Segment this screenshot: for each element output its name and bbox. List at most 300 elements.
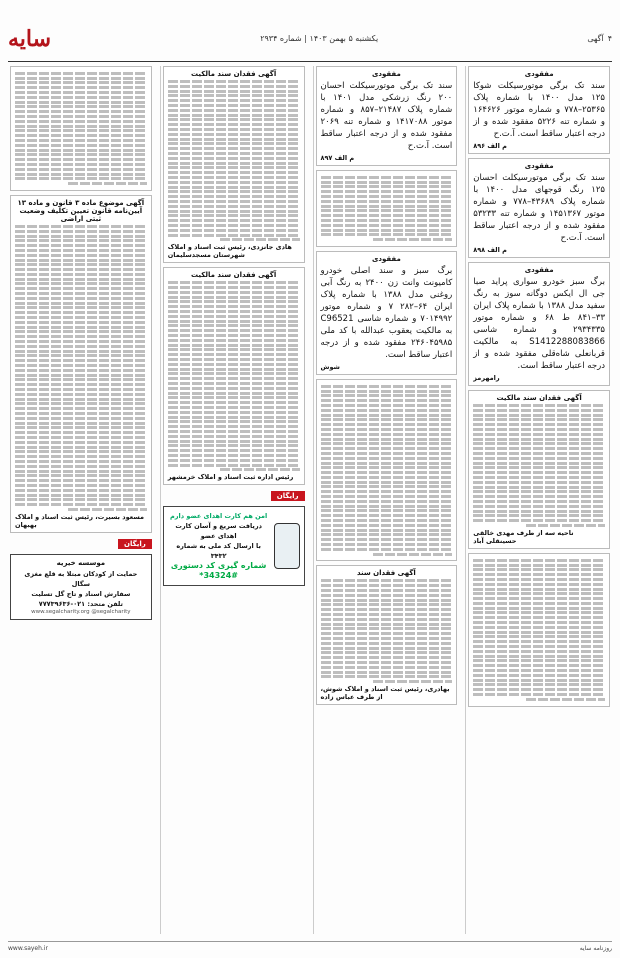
text-line bbox=[321, 548, 453, 551]
text-line bbox=[168, 334, 300, 337]
text-line bbox=[321, 589, 453, 592]
text-line bbox=[321, 509, 453, 512]
text-line bbox=[15, 273, 147, 276]
text-line bbox=[168, 85, 300, 88]
legal-notice bbox=[316, 565, 458, 705]
text-line bbox=[168, 166, 300, 169]
notice-text-block bbox=[15, 72, 147, 185]
text-line bbox=[473, 645, 605, 648]
column-2 bbox=[313, 66, 460, 934]
text-line bbox=[321, 190, 453, 193]
text-line bbox=[321, 471, 453, 474]
notice-title: آگهی فقدان سند مالکیت bbox=[191, 70, 277, 78]
notice-title: آگهی موضوع ماده ۳ قانون و ماده ۱۳ آیین‌نامه قانون تعیین تکلیف وضعیت ثبتی اراضی bbox=[17, 198, 145, 223]
text-line bbox=[15, 311, 147, 314]
text-line bbox=[15, 354, 147, 357]
campaign-line-4: شماره گیری کد دستوری #34324* bbox=[170, 561, 267, 581]
text-line bbox=[15, 153, 147, 156]
text-line bbox=[15, 402, 147, 405]
ad-title: مفقودی bbox=[371, 70, 401, 78]
text-line bbox=[15, 407, 147, 410]
free-tag: رایگان bbox=[271, 491, 305, 501]
text-line bbox=[15, 465, 147, 468]
text-line bbox=[168, 416, 300, 419]
text-line bbox=[473, 683, 605, 686]
text-line bbox=[321, 599, 453, 602]
text-line bbox=[321, 481, 453, 484]
ad-title: مفقودی bbox=[524, 70, 554, 78]
text-line bbox=[473, 452, 605, 455]
text-line bbox=[321, 529, 453, 532]
text-line bbox=[321, 632, 453, 635]
text-line bbox=[168, 190, 300, 193]
text-line bbox=[15, 144, 147, 147]
text-line bbox=[15, 168, 147, 171]
notice-text-block bbox=[321, 385, 453, 556]
text-line bbox=[321, 608, 453, 611]
text-line bbox=[321, 390, 453, 393]
text-line bbox=[473, 674, 605, 677]
ad-signature: رامهرمز bbox=[473, 374, 500, 382]
text-line bbox=[168, 296, 300, 299]
text-line bbox=[168, 320, 300, 323]
text-line bbox=[15, 134, 147, 137]
text-line bbox=[168, 171, 300, 174]
text-line bbox=[473, 597, 605, 600]
text-line bbox=[473, 664, 605, 667]
notice-text-block bbox=[15, 225, 147, 511]
columns bbox=[8, 66, 612, 934]
text-line bbox=[473, 457, 605, 460]
text-line bbox=[321, 485, 453, 488]
text-line bbox=[15, 302, 147, 305]
text-line bbox=[168, 444, 300, 447]
text-line bbox=[321, 647, 453, 650]
text-line bbox=[168, 300, 300, 303]
notice-text-block bbox=[168, 80, 300, 241]
text-line bbox=[168, 315, 300, 318]
text-line bbox=[321, 414, 453, 417]
text-line bbox=[15, 345, 147, 348]
text-line bbox=[15, 225, 147, 228]
text-line bbox=[15, 297, 147, 300]
text-line bbox=[15, 120, 147, 123]
text-line bbox=[473, 495, 605, 498]
text-line bbox=[168, 377, 300, 380]
text-line bbox=[321, 442, 453, 445]
text-line bbox=[373, 238, 452, 241]
text-line bbox=[473, 510, 605, 513]
text-line bbox=[473, 442, 605, 445]
notice-text-block bbox=[473, 404, 605, 527]
text-line bbox=[15, 287, 147, 290]
text-line bbox=[168, 205, 300, 208]
text-line bbox=[15, 268, 147, 271]
text-line bbox=[473, 607, 605, 610]
text-line bbox=[168, 234, 300, 237]
text-line bbox=[473, 462, 605, 465]
text-line bbox=[168, 358, 300, 361]
text-line bbox=[15, 369, 147, 372]
text-line bbox=[168, 329, 300, 332]
text-line bbox=[15, 101, 147, 104]
ad-body: سند تک برگی موتورسیکلت شوکا ۱۲۵ مدل ۱۴۰۰ با شماره پلاک ۲۵۳۶۵–۷۷۸ و شماره موتور ۱۶۴۶۲۶ و شماره تنه ۵۲۲۶ مفقود شده و از درجه اعتبار ساقط است. آ.ت.ح bbox=[473, 81, 605, 139]
text-line bbox=[473, 621, 605, 624]
ad-signature: م الف ۸۹۸ bbox=[473, 246, 507, 254]
text-line bbox=[168, 138, 300, 141]
text-line bbox=[321, 519, 453, 522]
notice-title: آگهی فقدان سند مالکیت bbox=[496, 394, 582, 402]
ad-signature: م الف ۸۹۷ bbox=[320, 154, 355, 162]
phone-icon bbox=[274, 523, 300, 569]
text-line bbox=[168, 435, 300, 438]
text-line bbox=[15, 455, 147, 458]
text-line bbox=[321, 524, 453, 527]
charity-web: www.segalcharity.org @segalcharity bbox=[31, 608, 131, 615]
text-line bbox=[168, 210, 300, 213]
text-line bbox=[15, 244, 147, 247]
text-line bbox=[321, 423, 453, 426]
newspaper-logo: سایه bbox=[8, 25, 52, 52]
text-line bbox=[473, 655, 605, 658]
text-line bbox=[15, 86, 147, 89]
text-line bbox=[321, 195, 453, 198]
text-line bbox=[321, 651, 453, 654]
text-line bbox=[15, 158, 147, 161]
text-line bbox=[473, 631, 605, 634]
footer-left: www.sayeh.ir bbox=[8, 945, 48, 952]
text-line bbox=[321, 623, 453, 626]
text-line bbox=[321, 433, 453, 436]
text-line bbox=[321, 219, 453, 222]
legal-notice bbox=[468, 390, 610, 549]
text-line bbox=[473, 433, 605, 436]
text-line bbox=[15, 316, 147, 319]
text-line bbox=[321, 185, 453, 188]
text-line bbox=[321, 661, 453, 664]
text-line bbox=[168, 291, 300, 294]
text-line bbox=[15, 149, 147, 152]
notice-signature: رئیس اداره ثبت اسناد و املاک خرمشهر bbox=[167, 473, 294, 482]
text-line bbox=[15, 163, 147, 166]
classified-ad bbox=[316, 251, 458, 375]
text-line bbox=[68, 508, 147, 511]
column-4 bbox=[8, 66, 154, 934]
text-line bbox=[321, 533, 453, 536]
text-line bbox=[168, 305, 300, 308]
text-line bbox=[15, 72, 147, 75]
notice-signature: بهادری، رئیس ثبت اسناد و املاک شوش، از طرف عباس زاده bbox=[320, 685, 450, 702]
text-line bbox=[15, 470, 147, 473]
text-line bbox=[15, 105, 147, 108]
text-line bbox=[168, 286, 300, 289]
legal-notice bbox=[316, 170, 458, 247]
text-line bbox=[15, 306, 147, 309]
text-line bbox=[15, 450, 147, 453]
text-line bbox=[168, 200, 300, 203]
text-line bbox=[168, 401, 300, 404]
text-line bbox=[321, 438, 453, 441]
text-line bbox=[15, 417, 147, 420]
text-line bbox=[15, 489, 147, 492]
page-footer bbox=[8, 941, 612, 952]
text-line bbox=[168, 459, 300, 462]
text-line bbox=[473, 635, 605, 638]
ad-body: سند تک برگی موتورسیکلت احسان ۲۰۰ رنگ زرشکی مدل ۱۴۰۱ با شماره پلاک ۲۱۴۸۷–۸۵۷ و شماره موتور ۱۴۱۷۰۸۸ و شماره تنه ۲۰۶۹ مفقود شده و از درجه اعتبار ساقط است. آ.ت.ح bbox=[320, 81, 453, 151]
text-line bbox=[168, 440, 300, 443]
campaign-line-2: دریافت سریع و آسان کارت اهدای عضو bbox=[175, 522, 262, 541]
text-line bbox=[168, 310, 300, 313]
text-line bbox=[473, 669, 605, 672]
text-line bbox=[168, 104, 300, 107]
text-line bbox=[473, 688, 605, 691]
classified-ad bbox=[468, 158, 610, 258]
text-line bbox=[168, 195, 300, 198]
text-line bbox=[321, 462, 453, 465]
text-line bbox=[15, 259, 147, 262]
text-line bbox=[168, 396, 300, 399]
text-line bbox=[473, 409, 605, 412]
text-line bbox=[321, 543, 453, 546]
text-line bbox=[473, 693, 605, 696]
text-line bbox=[15, 77, 147, 80]
text-line bbox=[321, 627, 453, 630]
text-line bbox=[321, 181, 453, 184]
ad-title: مفقودی bbox=[524, 162, 554, 170]
text-line bbox=[15, 398, 147, 401]
text-line bbox=[220, 468, 299, 471]
text-line bbox=[168, 454, 300, 457]
legal-notice bbox=[10, 66, 152, 191]
text-line bbox=[321, 229, 453, 232]
ad-body: برگ سبز خودرو سواری پراید صبا جی ال ایکس دوگانه سوز به رنگ سفید مدل ۱۳۸۸ با شماره پلاک ایران ۳۳–۸۴۱ ط ۶۸ و شماره موتور ۲۹۳۴۳۳۵ و شماره شاسی S1412288083866 به مالکیت قربانعلی شاه‌قلی مفقود شده و از درجه اعتبار ساقط است. bbox=[473, 277, 606, 371]
ad-signature: م الف ۸۹۶ bbox=[473, 142, 507, 150]
text-line bbox=[321, 476, 453, 479]
text-line bbox=[168, 157, 300, 160]
text-line bbox=[473, 490, 605, 493]
text-line bbox=[15, 235, 147, 238]
text-line bbox=[473, 500, 605, 503]
text-line bbox=[15, 139, 147, 142]
text-line bbox=[321, 603, 453, 606]
charity-ad bbox=[10, 554, 152, 620]
text-line bbox=[15, 422, 147, 425]
text-line bbox=[473, 640, 605, 643]
text-line bbox=[168, 344, 300, 347]
text-line bbox=[473, 447, 605, 450]
text-line bbox=[168, 224, 300, 227]
text-line bbox=[473, 616, 605, 619]
text-line bbox=[321, 613, 453, 616]
text-line bbox=[473, 650, 605, 653]
text-line bbox=[473, 505, 605, 508]
text-line bbox=[15, 383, 147, 386]
text-line bbox=[168, 339, 300, 342]
text-line bbox=[168, 219, 300, 222]
text-line bbox=[321, 584, 453, 587]
notice-text-block bbox=[473, 559, 605, 701]
text-line bbox=[321, 495, 453, 498]
text-line bbox=[373, 553, 452, 556]
text-line bbox=[526, 698, 605, 701]
notice-title: آگهی فقدان سند bbox=[356, 569, 416, 578]
page-number-block bbox=[587, 34, 612, 43]
text-line bbox=[168, 353, 300, 356]
text-line bbox=[168, 387, 300, 390]
text-line bbox=[321, 409, 453, 412]
text-line bbox=[321, 209, 453, 212]
text-line bbox=[321, 505, 453, 508]
text-line bbox=[168, 99, 300, 102]
text-line bbox=[15, 96, 147, 99]
text-line bbox=[473, 564, 605, 567]
text-line bbox=[15, 350, 147, 353]
text-line bbox=[168, 109, 300, 112]
text-line bbox=[168, 90, 300, 93]
legal-notice bbox=[468, 553, 610, 707]
text-line bbox=[321, 514, 453, 517]
text-line bbox=[321, 579, 453, 582]
text-line bbox=[15, 282, 147, 285]
text-line bbox=[15, 129, 147, 132]
text-line bbox=[168, 449, 300, 452]
text-line bbox=[15, 292, 147, 295]
masthead bbox=[8, 16, 612, 62]
text-line bbox=[321, 666, 453, 669]
text-line bbox=[15, 326, 147, 329]
text-line bbox=[15, 91, 147, 94]
text-line bbox=[321, 490, 453, 493]
text-line bbox=[15, 263, 147, 266]
text-line bbox=[473, 428, 605, 431]
text-line bbox=[15, 431, 147, 434]
classified-ad bbox=[468, 66, 610, 154]
text-line bbox=[168, 324, 300, 327]
text-line bbox=[168, 382, 300, 385]
notice-signature: ناحیه سه از طرف مهدی خالقی حسینقلی آباد bbox=[473, 528, 574, 545]
text-line bbox=[473, 438, 605, 441]
text-line bbox=[321, 466, 453, 469]
text-line bbox=[15, 374, 147, 377]
text-line bbox=[15, 278, 147, 281]
text-line bbox=[15, 484, 147, 487]
text-line bbox=[321, 452, 453, 455]
text-line bbox=[321, 428, 453, 431]
text-line bbox=[168, 363, 300, 366]
text-line bbox=[168, 281, 300, 284]
legal-notice bbox=[163, 66, 305, 263]
ad-body: برگ سبز و سند اصلی خودرو کامیونت وانت زن ۲۴۰۰ به رنگ آبی روغنی مدل ۱۳۸۸ با شماره پلاک ایران ۶۴–۲۸۲ ۷ و شماره موتور ۷۰۱۴۹۹۲ و شماره شاسی C96521 به مالکیت یعقوب عبدالله با کد ملی ۲۴۶۰۴۵۹۸۵ مفقود شده و از درجه اعتبار ساقط است. bbox=[320, 265, 453, 360]
text-line bbox=[321, 233, 453, 236]
text-line bbox=[68, 182, 147, 185]
notice-signature: هادی جانزدی، رئیس ثبت اسناد و املاک شهرستان مسجدسلیمان bbox=[167, 243, 292, 260]
text-line bbox=[321, 214, 453, 217]
ad-title: مفقودی bbox=[371, 254, 401, 263]
text-line bbox=[15, 498, 147, 501]
text-line bbox=[15, 446, 147, 449]
text-line bbox=[15, 441, 147, 444]
text-line bbox=[321, 385, 453, 388]
text-line bbox=[321, 200, 453, 203]
organ-donation-campaign bbox=[163, 506, 305, 586]
charity-phone: تلفن متحد: ۰۲۱-۷۷۷۳۹۶۳۶ bbox=[38, 599, 123, 608]
issue-line: یکشنبه ۵ بهمن ۱۴۰۳ | شماره ۲۹۳۴ bbox=[260, 34, 379, 43]
classified-ad bbox=[468, 262, 610, 386]
charity-subtitle: حمایت از کودکان مبتلا به قلع مغزی bbox=[24, 569, 138, 578]
notice-text-block bbox=[321, 579, 453, 683]
text-line bbox=[168, 186, 300, 189]
text-line bbox=[168, 368, 300, 371]
text-line bbox=[168, 214, 300, 217]
text-line bbox=[168, 406, 300, 409]
column-1 bbox=[465, 66, 612, 934]
ad-body: سند تک برگی موتورسیکلت احسان ۱۲۵ رنگ قوجهای مدل ۱۴۰۰ با شماره پلاک ۴۳۶۸۹–۷۷۸ و شماره موتور ۱۴۵۱۳۶۷ و شماره تنه ۵۳۲۳۳ مفقود شده و از درجه اعتبار ساقط است. آ.ت.ح bbox=[473, 173, 605, 243]
text-line bbox=[15, 115, 147, 118]
text-line bbox=[473, 611, 605, 614]
text-line bbox=[168, 176, 300, 179]
text-line bbox=[168, 142, 300, 145]
charity-name: سگال bbox=[71, 579, 90, 588]
text-line bbox=[15, 254, 147, 257]
text-line bbox=[15, 110, 147, 113]
text-line bbox=[321, 642, 453, 645]
text-line bbox=[473, 679, 605, 682]
text-line bbox=[15, 340, 147, 343]
page-number: ۴ bbox=[607, 34, 612, 43]
text-line bbox=[15, 364, 147, 367]
text-line bbox=[15, 249, 147, 252]
text-line bbox=[15, 412, 147, 415]
text-line bbox=[168, 430, 300, 433]
text-line bbox=[473, 602, 605, 605]
notice-text-block bbox=[168, 281, 300, 471]
text-line bbox=[15, 474, 147, 477]
charity-org: موسسه خیریه bbox=[56, 558, 106, 567]
column-3 bbox=[160, 66, 307, 934]
text-line bbox=[373, 680, 452, 683]
text-line bbox=[473, 519, 605, 522]
footer-right: روزنامه سایه bbox=[579, 945, 612, 952]
text-line bbox=[473, 588, 605, 591]
text-line bbox=[321, 394, 453, 397]
notice-text-block bbox=[321, 176, 453, 241]
text-line bbox=[168, 114, 300, 117]
text-line bbox=[15, 81, 147, 84]
text-line bbox=[15, 388, 147, 391]
text-line bbox=[473, 514, 605, 517]
text-line bbox=[473, 418, 605, 421]
text-line bbox=[15, 239, 147, 242]
ad-title: مفقودی bbox=[524, 266, 554, 274]
text-line bbox=[168, 80, 300, 83]
text-line bbox=[321, 671, 453, 674]
ad-signature: شوش bbox=[320, 362, 340, 371]
legal-notice bbox=[316, 379, 458, 561]
text-line bbox=[473, 583, 605, 586]
text-line bbox=[15, 359, 147, 362]
text-line bbox=[473, 573, 605, 576]
text-line bbox=[168, 123, 300, 126]
text-line bbox=[168, 425, 300, 428]
text-line bbox=[168, 392, 300, 395]
text-line bbox=[321, 656, 453, 659]
text-line bbox=[473, 659, 605, 662]
text-line bbox=[220, 238, 299, 241]
text-line bbox=[15, 230, 147, 233]
text-line bbox=[15, 503, 147, 506]
text-line bbox=[15, 330, 147, 333]
text-line bbox=[473, 568, 605, 571]
